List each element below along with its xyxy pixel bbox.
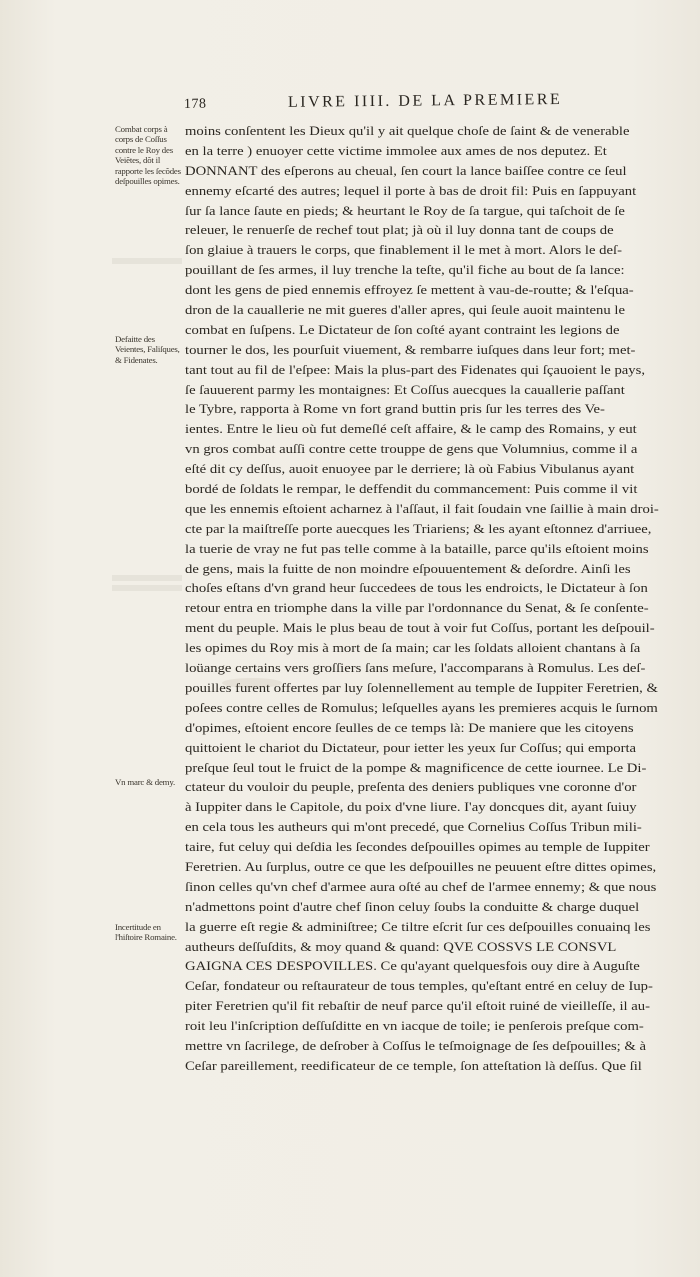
bleed-through-mark: [112, 575, 182, 581]
body-line: combat en ſuſpens. Le Dictateur de ſon coſté ayant contraint les legions de: [185, 321, 620, 337]
paper-stain: [222, 678, 282, 688]
body-line: bordé de ſoldats le rempar, le deffendit du commancement: Puis comme il vit: [185, 481, 638, 497]
body-line: en cela tous les autheurs qui m'ont precedé, que Cornelius Coſſus Tribun mili-: [185, 819, 642, 835]
body-line: tant tout au fil de l'eſpee: Mais la plus-part des Fidenates qui ſçauoient le pays,: [185, 361, 645, 377]
body-line: cte par la maiſtreſſe porte auecques les Triariens; & les ayant eſtonnez d'arriuee,: [185, 520, 652, 536]
body-line: la guerre eſt regie & adminiſtree; Ce tiltre eſcrit ſur ces deſpouilles conuainq les: [185, 918, 651, 934]
body-line: loüange certains vers groſſiers ſans meſure, l'accomparans à Romulus. Les deſ-: [185, 660, 646, 676]
body-line: ctateur du vouloir du peuple, preſenta des deniers publiques vne coronne d'or: [185, 779, 637, 795]
body-line: ennemy eſcarté des autres; lequel il porte à bas de droit fil: Puis en ſappuyant: [185, 182, 637, 198]
body-line: en la terre ) enuoyer cette victime immolee aux ames de nos deputez. Et: [185, 142, 607, 158]
body-line: n'admettons point d'autre chef ſinon celuy ſoubs la conduitte & charge duquel: [185, 898, 640, 914]
body-line: le Tybre, rapporta à Rome vn fort grand buttin pris ſur les terres des Ve-: [185, 401, 605, 417]
body-line: ſe ſauuerent parmy les montaignes: Et Coſſus auecques la cauallerie paſſant: [185, 381, 625, 397]
body-line: eſté dit cy deſſus, auoit enuoyee par le derriere; là où Fabius Vibulanus ayant: [185, 461, 635, 477]
page-number: 178: [183, 96, 207, 112]
body-line: dont les gens de pied ennemis effroyez ſe mettent à vau-de-routte; & l'eſqua-: [185, 282, 634, 298]
body-line: quittoient le chariot du Dictateur, pour ietter les yeux ſur Coſſus; qui emporta: [185, 739, 637, 755]
body-line: ientes. Entre le lieu où fut demeſlé ceſt affaire, & le camp des Romains, y eut: [185, 421, 637, 437]
body-line: tourner le dos, les pourſuit viuement, & rembarre iuſques dans leur fort; met-: [185, 341, 636, 357]
bleed-through-mark: [112, 258, 182, 264]
body-line: mettre vn ſacrilege, de deſrober à Coſſus le teſmoignage de ſes deſpouilles; & à: [185, 1037, 646, 1053]
body-line: GAIGNA CES DESPOVILLES. Ce qu'ayant quelquesfois ouy dire à Auguſte: [185, 958, 640, 974]
bleed-through-mark: [112, 585, 182, 591]
body-line: Ceſar, fondateur ou reſtaurateur de tous temples, qu'eſtant entré en celuy de Iup-: [185, 978, 653, 994]
body-line: ſon glaiue à trauers le corps, que finablement il le met à mort. Alors le deſ-: [185, 242, 622, 258]
body-line: preſque ſeul tout le fruict de la pompe & magnificence de cette iournee. Le Di-: [185, 759, 647, 775]
running-header: [180, 90, 685, 123]
running-title: LIVRE IIII. DE LA PREMIERE: [287, 90, 563, 111]
body-line: la tuerie de vray ne fut pas telle comme à la bataille, parce qu'ils eſtoient moins: [185, 540, 649, 556]
margin-note-incertitude: Incertitude en l'hiſtoire Romaine.: [115, 922, 177, 943]
body-line: Ceſar pareillement, reedificateur de ce temple, ſon atteſtation là deſſus. Que ſil: [185, 1057, 642, 1073]
body-line: pouillant de ſes armes, il luy trenche la teſte, qu'il fiche au bout de ſa lance:: [185, 262, 625, 278]
body-line: les opimes du Roy mis à mort de ſa main; car les ſoldats alloient chantans à ſa: [185, 640, 641, 656]
body-line: pouilles furent offertes par luy ſolennellement au temple de Iuppiter Feretrien, &: [185, 679, 658, 695]
body-line: roit leu l'inſcription deſſuſditte en vn iacque de toile; ie penſerois preſque com-: [185, 1018, 644, 1034]
body-line: DONNANT des eſperons au cheual, ſen court la lance baiſſee contre ce ſeul: [185, 162, 627, 178]
body-line: Feretrien. Au ſurplus, outre ce que les deſpouilles ne peuuent eſtre dittes opimes,: [185, 858, 657, 874]
margin-note-defaitte: Defaitte des Veientes, Faliſques, & Fidenates.: [115, 334, 180, 365]
body-line: dron de la cauallerie ne mit gueres d'aller apres, qui ſeule auoit maintenu le: [185, 302, 625, 318]
body-line: poſees contre celles de Romulus; leſquelles ayans les premieres acquis le ſurnom: [185, 699, 658, 715]
body-line: piter Feretrien qu'il fit rebaſtir de neuf parce qu'il eſtoit ruiné de vieilleſſe, il au-: [185, 998, 651, 1014]
margin-note-combat: Combat corps à corps de Coſſus contre le Roy des Veiẽtes, dõt il rapporte les ſecõdes deſpouilles opimes.: [115, 124, 181, 187]
body-line: autheurs deſſuſdits, & moy quand & quand: QVE COSSVS LE CONSVL: [185, 938, 617, 954]
body-line: d'opimes, eſtoient encore ſeulles de ce temps là: De maniere que les citoyens: [185, 719, 634, 735]
body-line: de gens, mais la fuitte de non moindre eſpouuentement & deſordre. Ainſi les: [185, 560, 631, 576]
margin-note-marc: Vn marc & demy.: [115, 777, 175, 787]
body-line: choſes eſtans d'vn grand heur ſuccedees de tous les endroicts, le Dictateur à ſon: [185, 580, 648, 596]
body-line: ment du peuple. Mais le plus beau de tout à voir fut Coſſus, portant les deſpouil-: [185, 620, 655, 636]
body-line: à Iuppiter dans le Capitole, du poix d'vne liure. I'ay doncques dit, ayant ſuiuy: [185, 799, 637, 815]
body-line: que les ennemis eſtoient acharnez à l'aſſaut, il fait ſoudain vne ſaillie à main droi-: [185, 500, 659, 516]
body-line: ſinon celles qu'vn chef d'armee aura oſté au chef de l'armee ennemy; & que nous: [185, 878, 657, 894]
body-text: [185, 121, 681, 1076]
body-line: ſur ſa lance ſaute en pieds; & heurtant le Roy de ſa targue, qui taſchoit de ſe: [185, 202, 625, 218]
body-line: taire, fut celuy qui deſdia les ſecondes deſpouilles opimes au temple de Iuppiter: [185, 839, 650, 855]
body-line: moins conſentent les Dieux qu'il y ait quelque choſe de ſaint & de venerable: [185, 123, 630, 138]
body-line: releuer, le renuerſe de rechef tout plat; jà où il luy donna tant de coups de: [185, 222, 614, 238]
body-line: retour entra en triomphe dans la ville par l'ordonnance du Senat, & ſe conſente-: [185, 600, 649, 616]
body-line: vn gros combat auſſi contre cette trouppe de gens que Volumnius, comme il a: [185, 441, 638, 457]
